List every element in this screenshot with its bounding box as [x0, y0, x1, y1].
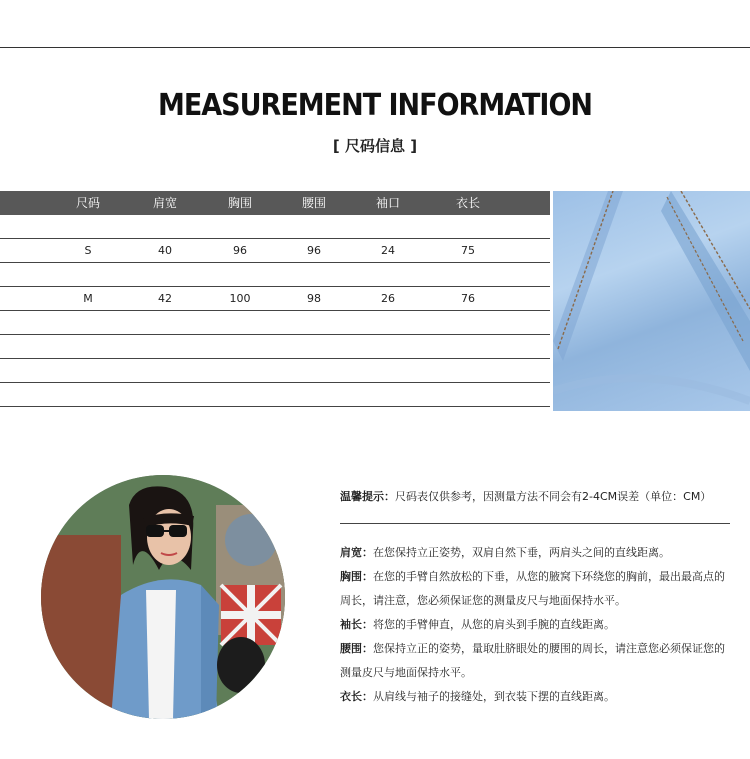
page-title: MEASUREMENT INFORMATION — [157, 88, 593, 123]
cell-waist: 98 — [307, 292, 321, 305]
tip-text: 尺码表仅供参考，因测量方法不同会有2-4CM误差（单位：CM） — [395, 490, 712, 503]
model-illustration — [41, 475, 285, 719]
cell-length: 75 — [461, 244, 475, 257]
definition-shoulder — [340, 541, 735, 565]
definition-text: 将您的手臂伸直，从您的肩头到手腕的直线距离。 — [373, 618, 615, 631]
cell-size: M — [83, 292, 93, 305]
cell-shoulder: 42 — [158, 292, 172, 305]
definition-length — [340, 685, 735, 709]
table-row — [0, 215, 550, 239]
definition-term: 衣长： — [340, 690, 373, 703]
table-row — [0, 335, 550, 359]
definition-term: 肩宽： — [340, 546, 373, 559]
col-size: 尺码 — [75, 196, 100, 210]
table-row — [0, 287, 550, 311]
definition-text: 您保持立正的姿势，量取肚脐眼处的腰围的周长，请注意您必须保证您的测量皮尺与地面保持水平。 — [340, 642, 725, 679]
col-shoulder: 肩宽 — [152, 196, 177, 210]
tip-label: 温馨提示： — [340, 490, 395, 503]
page-subtitle: [ 尺码信息 ] — [332, 137, 418, 155]
model-photo — [41, 475, 285, 719]
cell-shoulder: 40 — [158, 244, 172, 257]
col-waist: 腰围 — [301, 196, 326, 210]
denim-fabric-image — [553, 191, 750, 411]
table-row — [0, 359, 550, 383]
size-table — [0, 191, 550, 407]
col-cuff: 袖口 — [375, 196, 400, 210]
definition-text: 在您保持立正姿势，双肩自然下垂，两肩头之间的直线距离。 — [373, 546, 670, 559]
definition-text: 在您的手臂自然放松的下垂，从您的腋窝下环绕您的胸前，最出最高点的周长，请注意，您必须保证您的测量皮尺与地面保持水平。 — [340, 570, 725, 607]
denim-texture — [553, 191, 750, 411]
definition-text: 从肩线与袖子的接缝处，到衣装下摆的直线距离。 — [373, 690, 615, 703]
table-row — [0, 263, 550, 287]
table-row — [0, 239, 550, 263]
cell-size: S — [84, 244, 92, 257]
col-length: 衣长 — [455, 196, 480, 210]
cell-chest: 100 — [229, 292, 251, 305]
definition-term: 袖长： — [340, 618, 373, 631]
top-divider — [0, 47, 750, 48]
tip-line — [340, 488, 711, 504]
definition-term: 腰围： — [340, 642, 373, 655]
col-chest: 胸围 — [227, 196, 252, 210]
notes-divider — [340, 523, 730, 524]
table-row — [0, 311, 550, 335]
cell-chest: 96 — [233, 244, 247, 257]
cell-cuff: 26 — [381, 292, 395, 305]
table-row — [0, 383, 550, 407]
cell-cuff: 24 — [381, 244, 395, 257]
definition-waist — [340, 637, 735, 685]
definition-term: 胸围： — [340, 570, 373, 583]
definition-sleeve — [340, 613, 735, 637]
cell-length: 76 — [461, 292, 475, 305]
definition-chest — [340, 565, 735, 613]
cell-waist: 96 — [307, 244, 321, 257]
table-header — [0, 191, 550, 215]
